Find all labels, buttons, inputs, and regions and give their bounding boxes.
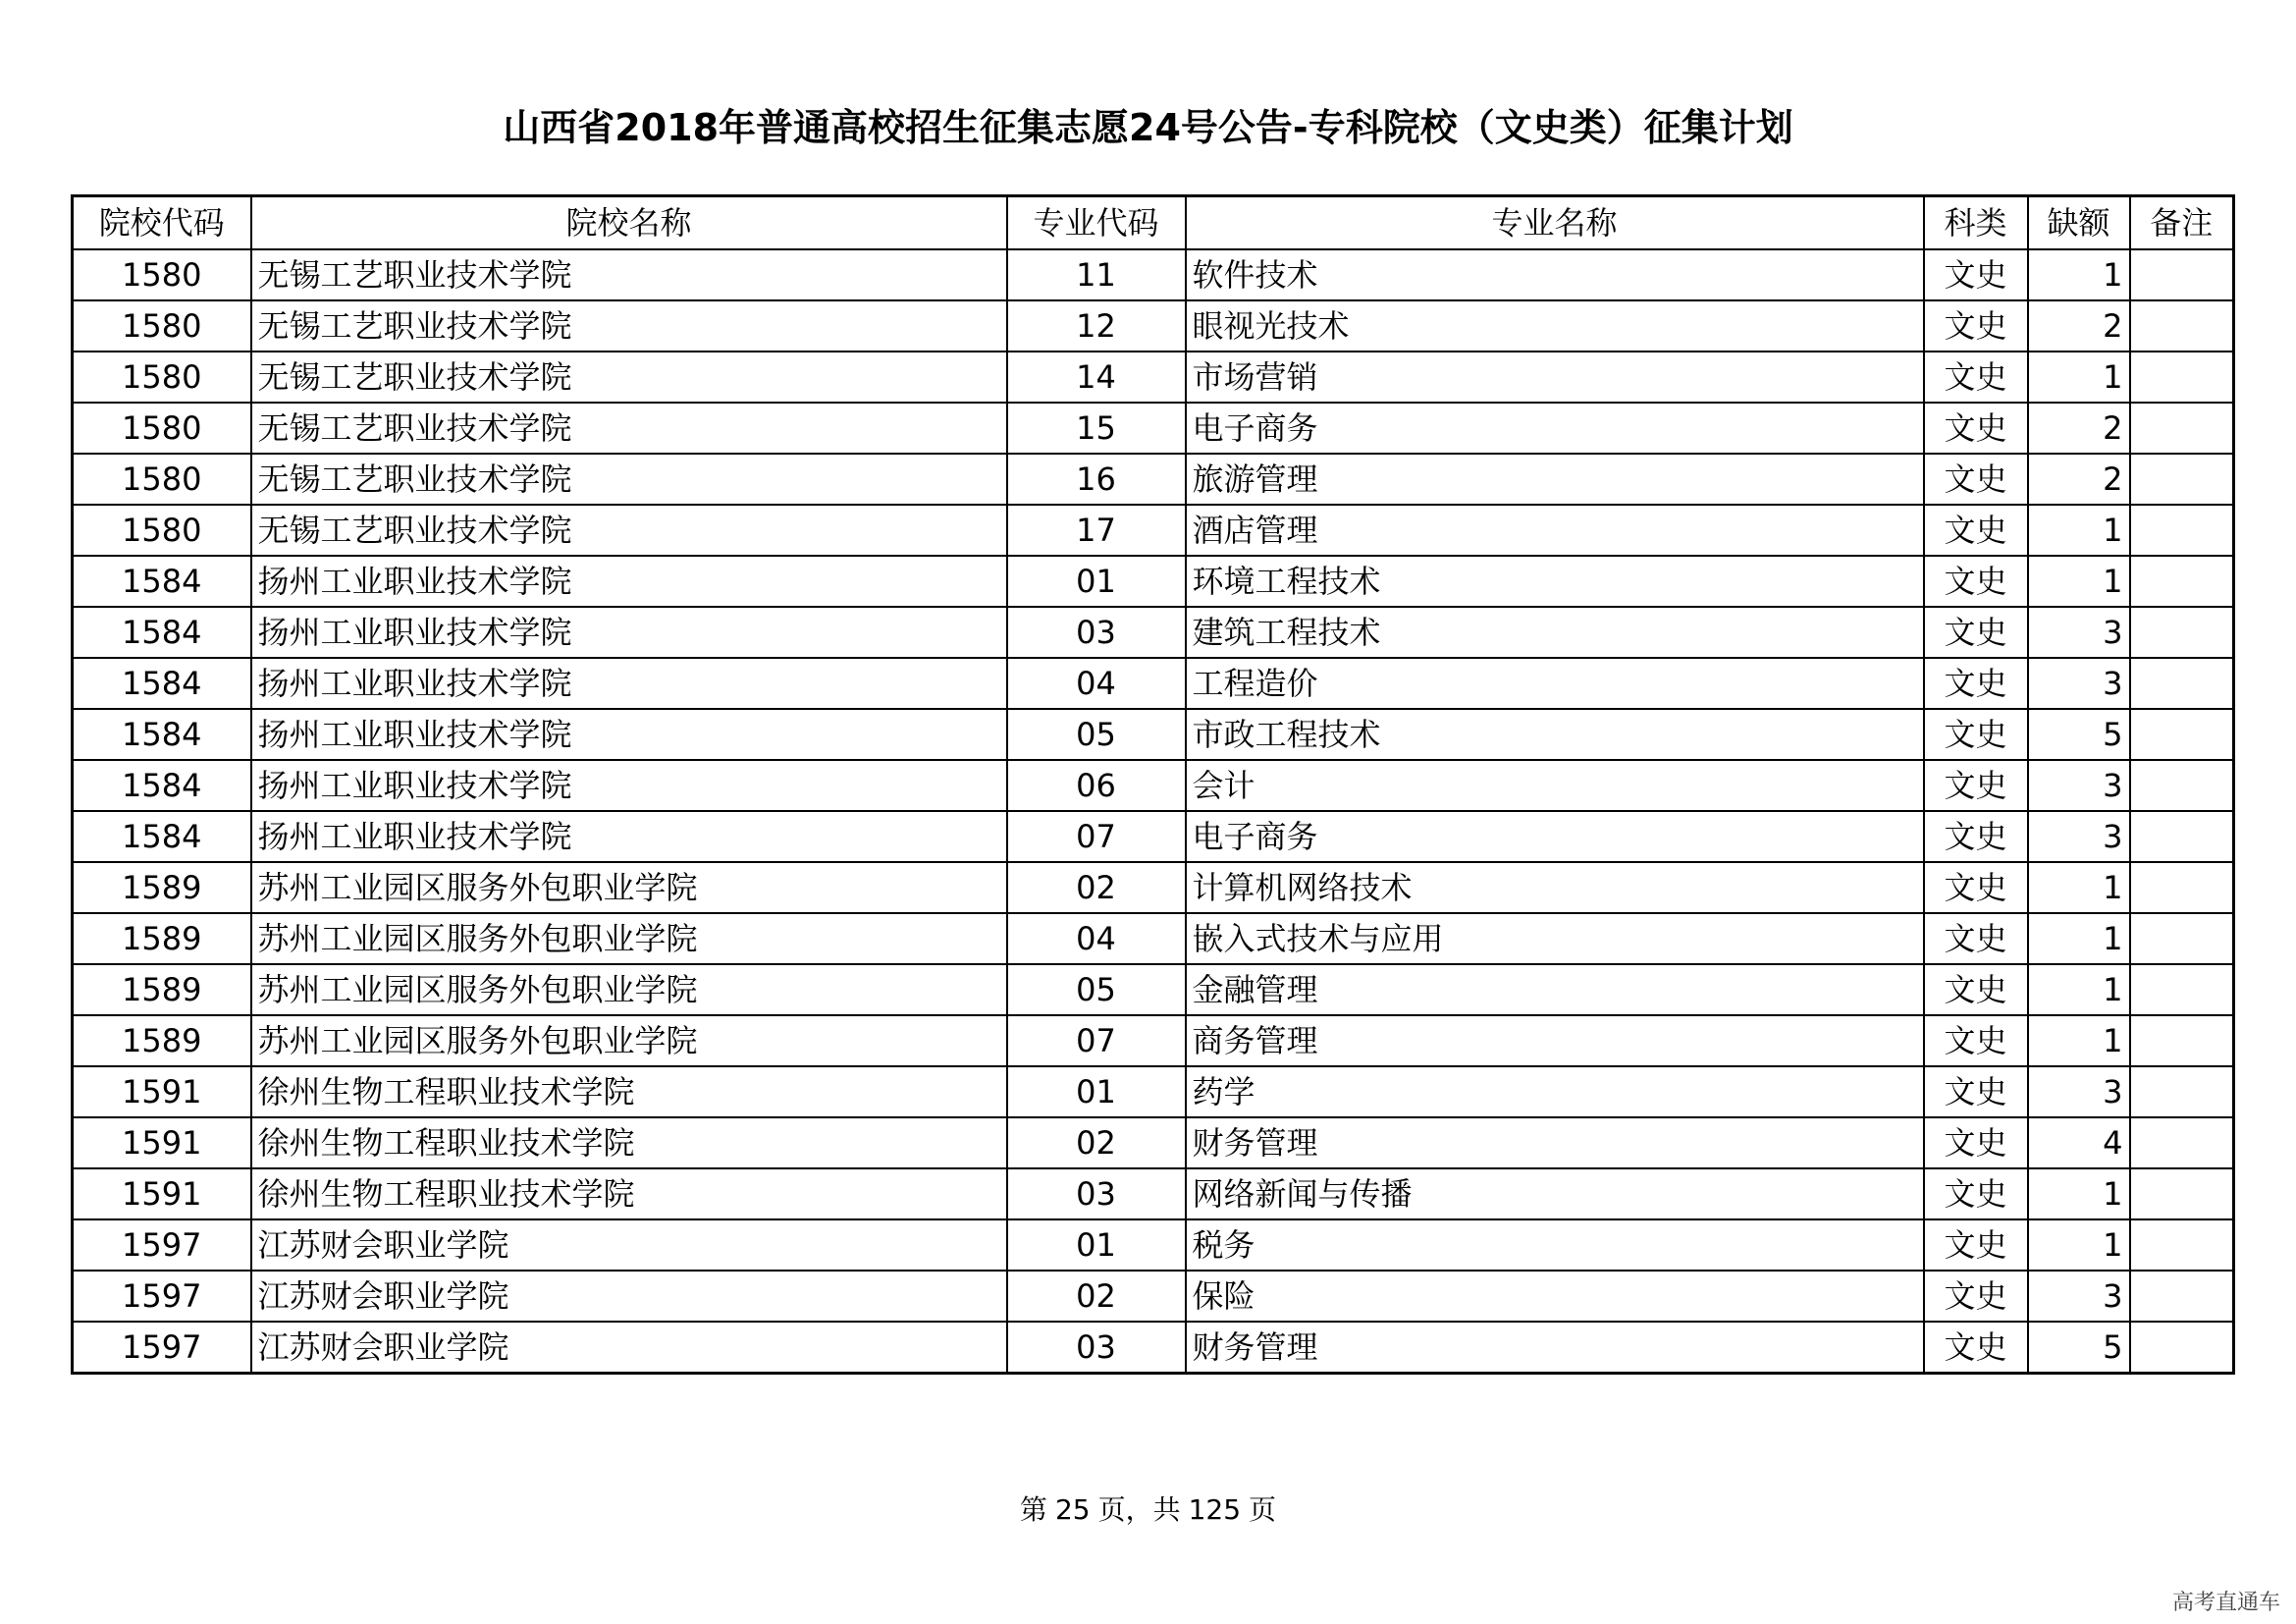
table-row — [73, 454, 2234, 505]
cell-category: 文史 — [1924, 454, 2028, 505]
cell-shortfall: 1 — [2028, 556, 2130, 607]
table-row — [73, 403, 2234, 454]
cell-school-code: 1580 — [73, 352, 251, 403]
cell-major-code: 03 — [1007, 1322, 1186, 1374]
table-row — [73, 1271, 2234, 1322]
footer-page-suffix: 页 — [1249, 1493, 1277, 1526]
cell-major-code: 15 — [1007, 403, 1186, 454]
cell-category: 文史 — [1924, 1271, 2028, 1322]
table-row — [73, 1219, 2234, 1271]
table-row — [73, 709, 2234, 760]
cell-category: 文史 — [1924, 913, 2028, 964]
cell-major-name: 市场营销 — [1186, 352, 1924, 403]
cell-category: 文史 — [1924, 607, 2028, 658]
page-title: 山西省2018年普通高校招生征集志愿24号公告-专科院校（文史类）征集计划 — [503, 106, 1793, 149]
table-row — [73, 760, 2234, 811]
cell-major-name: 酒店管理 — [1186, 505, 1924, 556]
table-row — [73, 862, 2234, 913]
cell-major-code: 01 — [1007, 1219, 1186, 1271]
table-row — [73, 556, 2234, 607]
cell-school-name: 扬州工业职业技术学院 — [251, 760, 1007, 811]
cell-school-name: 扬州工业职业技术学院 — [251, 709, 1007, 760]
cell-school-code: 1584 — [73, 760, 251, 811]
cell-major-code: 04 — [1007, 913, 1186, 964]
header-school-code: 院校代码 — [73, 196, 251, 250]
cell-school-name: 无锡工艺职业技术学院 — [251, 403, 1007, 454]
cell-remarks — [2130, 709, 2234, 760]
table-row — [73, 913, 2234, 964]
cell-remarks — [2130, 300, 2234, 352]
cell-category: 文史 — [1924, 964, 2028, 1015]
cell-major-code: 07 — [1007, 811, 1186, 862]
cell-major-name: 市政工程技术 — [1186, 709, 1924, 760]
cell-school-name: 无锡工艺职业技术学院 — [251, 249, 1007, 300]
cell-major-code: 06 — [1007, 760, 1186, 811]
cell-major-name: 财务管理 — [1186, 1322, 1924, 1374]
cell-category: 文史 — [1924, 1066, 2028, 1117]
cell-remarks — [2130, 1066, 2234, 1117]
cell-category: 文史 — [1924, 862, 2028, 913]
cell-major-name: 金融管理 — [1186, 964, 1924, 1015]
cell-major-code: 05 — [1007, 964, 1186, 1015]
table-row — [73, 1066, 2234, 1117]
cell-school-name: 扬州工业职业技术学院 — [251, 556, 1007, 607]
table-row — [73, 352, 2234, 403]
cell-major-code: 03 — [1007, 1168, 1186, 1219]
header-major-name: 专业名称 — [1186, 196, 1924, 250]
header-major-code: 专业代码 — [1007, 196, 1186, 250]
cell-major-name: 电子商务 — [1186, 403, 1924, 454]
cell-category: 文史 — [1924, 403, 2028, 454]
cell-major-name: 保险 — [1186, 1271, 1924, 1322]
cell-major-name: 环境工程技术 — [1186, 556, 1924, 607]
table-header-row — [73, 196, 2234, 250]
cell-shortfall: 2 — [2028, 403, 2130, 454]
cell-school-name: 苏州工业园区服务外包职业学院 — [251, 1015, 1007, 1066]
cell-school-name: 江苏财会职业学院 — [251, 1219, 1007, 1271]
cell-remarks — [2130, 811, 2234, 862]
cell-shortfall: 3 — [2028, 811, 2130, 862]
cell-major-code: 03 — [1007, 607, 1186, 658]
cell-category: 文史 — [1924, 505, 2028, 556]
table-row — [73, 1168, 2234, 1219]
watermark: 高考直通车 — [2171, 1591, 2280, 1615]
cell-school-name: 扬州工业职业技术学院 — [251, 607, 1007, 658]
cell-school-code: 1591 — [73, 1168, 251, 1219]
cell-school-name: 江苏财会职业学院 — [251, 1322, 1007, 1374]
table-row — [73, 658, 2234, 709]
cell-major-name: 眼视光技术 — [1186, 300, 1924, 352]
cell-school-name: 无锡工艺职业技术学院 — [251, 300, 1007, 352]
cell-shortfall: 1 — [2028, 1168, 2130, 1219]
cell-shortfall: 2 — [2028, 454, 2130, 505]
cell-remarks — [2130, 760, 2234, 811]
cell-school-name: 苏州工业园区服务外包职业学院 — [251, 964, 1007, 1015]
table-row — [73, 1322, 2234, 1374]
cell-category: 文史 — [1924, 300, 2028, 352]
cell-shortfall: 3 — [2028, 607, 2130, 658]
table-row — [73, 505, 2234, 556]
table-row — [73, 1015, 2234, 1066]
cell-major-code: 07 — [1007, 1015, 1186, 1066]
cell-shortfall: 1 — [2028, 913, 2130, 964]
cell-shortfall: 1 — [2028, 505, 2130, 556]
cell-remarks — [2130, 505, 2234, 556]
cell-major-code: 02 — [1007, 1271, 1186, 1322]
cell-school-code: 1589 — [73, 913, 251, 964]
cell-school-name: 无锡工艺职业技术学院 — [251, 505, 1007, 556]
cell-major-name: 网络新闻与传播 — [1186, 1168, 1924, 1219]
header-category: 科类 — [1924, 196, 2028, 250]
cell-remarks — [2130, 1117, 2234, 1168]
cell-major-name: 会计 — [1186, 760, 1924, 811]
cell-shortfall: 3 — [2028, 658, 2130, 709]
cell-school-name: 徐州生物工程职业技术学院 — [251, 1168, 1007, 1219]
footer-page-prefix: 第 — [1019, 1493, 1047, 1526]
cell-school-code: 1589 — [73, 862, 251, 913]
cell-major-code: 02 — [1007, 1117, 1186, 1168]
cell-school-code: 1597 — [73, 1322, 251, 1374]
cell-school-name: 无锡工艺职业技术学院 — [251, 454, 1007, 505]
table-row — [73, 249, 2234, 300]
cell-category: 文史 — [1924, 1322, 2028, 1374]
cell-remarks — [2130, 1271, 2234, 1322]
cell-shortfall: 5 — [2028, 1322, 2130, 1374]
cell-remarks — [2130, 1015, 2234, 1066]
cell-school-code: 1584 — [73, 607, 251, 658]
footer-page-number: 25 — [1054, 1493, 1091, 1526]
cell-school-code: 1591 — [73, 1066, 251, 1117]
cell-school-name: 苏州工业园区服务外包职业学院 — [251, 913, 1007, 964]
cell-major-name: 商务管理 — [1186, 1015, 1924, 1066]
cell-shortfall: 5 — [2028, 709, 2130, 760]
cell-category: 文史 — [1924, 1015, 2028, 1066]
page-footer — [0, 1490, 2296, 1530]
cell-category: 文史 — [1924, 1219, 2028, 1271]
cell-remarks — [2130, 862, 2234, 913]
cell-major-code: 11 — [1007, 249, 1186, 300]
cell-major-name: 旅游管理 — [1186, 454, 1924, 505]
cell-remarks — [2130, 556, 2234, 607]
cell-remarks — [2130, 454, 2234, 505]
cell-major-name: 计算机网络技术 — [1186, 862, 1924, 913]
cell-remarks — [2130, 607, 2234, 658]
cell-school-name: 徐州生物工程职业技术学院 — [251, 1066, 1007, 1117]
footer-page-total: 125 — [1188, 1493, 1242, 1526]
cell-remarks — [2130, 1322, 2234, 1374]
cell-major-name: 电子商务 — [1186, 811, 1924, 862]
cell-shortfall: 1 — [2028, 1219, 2130, 1271]
cell-remarks — [2130, 1168, 2234, 1219]
cell-shortfall: 3 — [2028, 760, 2130, 811]
cell-school-code: 1584 — [73, 658, 251, 709]
cell-remarks — [2130, 249, 2234, 300]
cell-shortfall: 1 — [2028, 964, 2130, 1015]
cell-major-code: 01 — [1007, 556, 1186, 607]
cell-category: 文史 — [1924, 760, 2028, 811]
cell-major-name: 建筑工程技术 — [1186, 607, 1924, 658]
cell-shortfall: 3 — [2028, 1066, 2130, 1117]
cell-remarks — [2130, 964, 2234, 1015]
cell-shortfall: 1 — [2028, 862, 2130, 913]
cell-category: 文史 — [1924, 1117, 2028, 1168]
cell-major-name: 财务管理 — [1186, 1117, 1924, 1168]
cell-category: 文史 — [1924, 709, 2028, 760]
cell-school-name: 扬州工业职业技术学院 — [251, 811, 1007, 862]
table-row — [73, 607, 2234, 658]
header-remarks: 备注 — [2130, 196, 2234, 250]
cell-major-name: 工程造价 — [1186, 658, 1924, 709]
cell-category: 文史 — [1924, 811, 2028, 862]
cell-major-code: 02 — [1007, 862, 1186, 913]
cell-major-code: 16 — [1007, 454, 1186, 505]
cell-major-name: 税务 — [1186, 1219, 1924, 1271]
admission-plan-table — [71, 194, 2235, 1375]
cell-major-code: 14 — [1007, 352, 1186, 403]
cell-remarks — [2130, 1219, 2234, 1271]
cell-category: 文史 — [1924, 658, 2028, 709]
cell-school-code: 1580 — [73, 454, 251, 505]
cell-school-code: 1597 — [73, 1219, 251, 1271]
cell-major-code: 17 — [1007, 505, 1186, 556]
cell-remarks — [2130, 913, 2234, 964]
cell-school-code: 1584 — [73, 556, 251, 607]
table-row — [73, 811, 2234, 862]
cell-remarks — [2130, 352, 2234, 403]
cell-shortfall: 1 — [2028, 1015, 2130, 1066]
cell-category: 文史 — [1924, 352, 2028, 403]
cell-major-name: 软件技术 — [1186, 249, 1924, 300]
cell-major-code: 05 — [1007, 709, 1186, 760]
cell-school-code: 1580 — [73, 300, 251, 352]
cell-category: 文史 — [1924, 556, 2028, 607]
cell-major-code: 01 — [1007, 1066, 1186, 1117]
cell-major-code: 12 — [1007, 300, 1186, 352]
cell-school-code: 1589 — [73, 1015, 251, 1066]
cell-shortfall: 1 — [2028, 352, 2130, 403]
cell-category: 文史 — [1924, 1168, 2028, 1219]
cell-school-name: 苏州工业园区服务外包职业学院 — [251, 862, 1007, 913]
cell-remarks — [2130, 658, 2234, 709]
cell-remarks — [2130, 403, 2234, 454]
cell-major-code: 04 — [1007, 658, 1186, 709]
cell-school-code: 1589 — [73, 964, 251, 1015]
cell-school-code: 1597 — [73, 1271, 251, 1322]
cell-school-name: 徐州生物工程职业技术学院 — [251, 1117, 1007, 1168]
cell-shortfall: 4 — [2028, 1117, 2130, 1168]
cell-school-name: 无锡工艺职业技术学院 — [251, 352, 1007, 403]
table-row — [73, 300, 2234, 352]
table-row — [73, 964, 2234, 1015]
footer-page-middle: 页，共 — [1097, 1493, 1181, 1526]
cell-school-name: 江苏财会职业学院 — [251, 1271, 1007, 1322]
cell-shortfall: 2 — [2028, 300, 2130, 352]
cell-category: 文史 — [1924, 249, 2028, 300]
cell-major-name: 嵌入式技术与应用 — [1186, 913, 1924, 964]
cell-school-code: 1580 — [73, 403, 251, 454]
cell-school-code: 1580 — [73, 505, 251, 556]
cell-school-code: 1591 — [73, 1117, 251, 1168]
cell-shortfall: 3 — [2028, 1271, 2130, 1322]
cell-school-code: 1584 — [73, 709, 251, 760]
cell-school-code: 1584 — [73, 811, 251, 862]
cell-school-code: 1580 — [73, 249, 251, 300]
cell-major-name: 药学 — [1186, 1066, 1924, 1117]
header-school-name: 院校名称 — [251, 196, 1007, 250]
table-row — [73, 1117, 2234, 1168]
cell-shortfall: 1 — [2028, 249, 2130, 300]
cell-school-name: 扬州工业职业技术学院 — [251, 658, 1007, 709]
header-shortfall: 缺额 — [2028, 196, 2130, 250]
